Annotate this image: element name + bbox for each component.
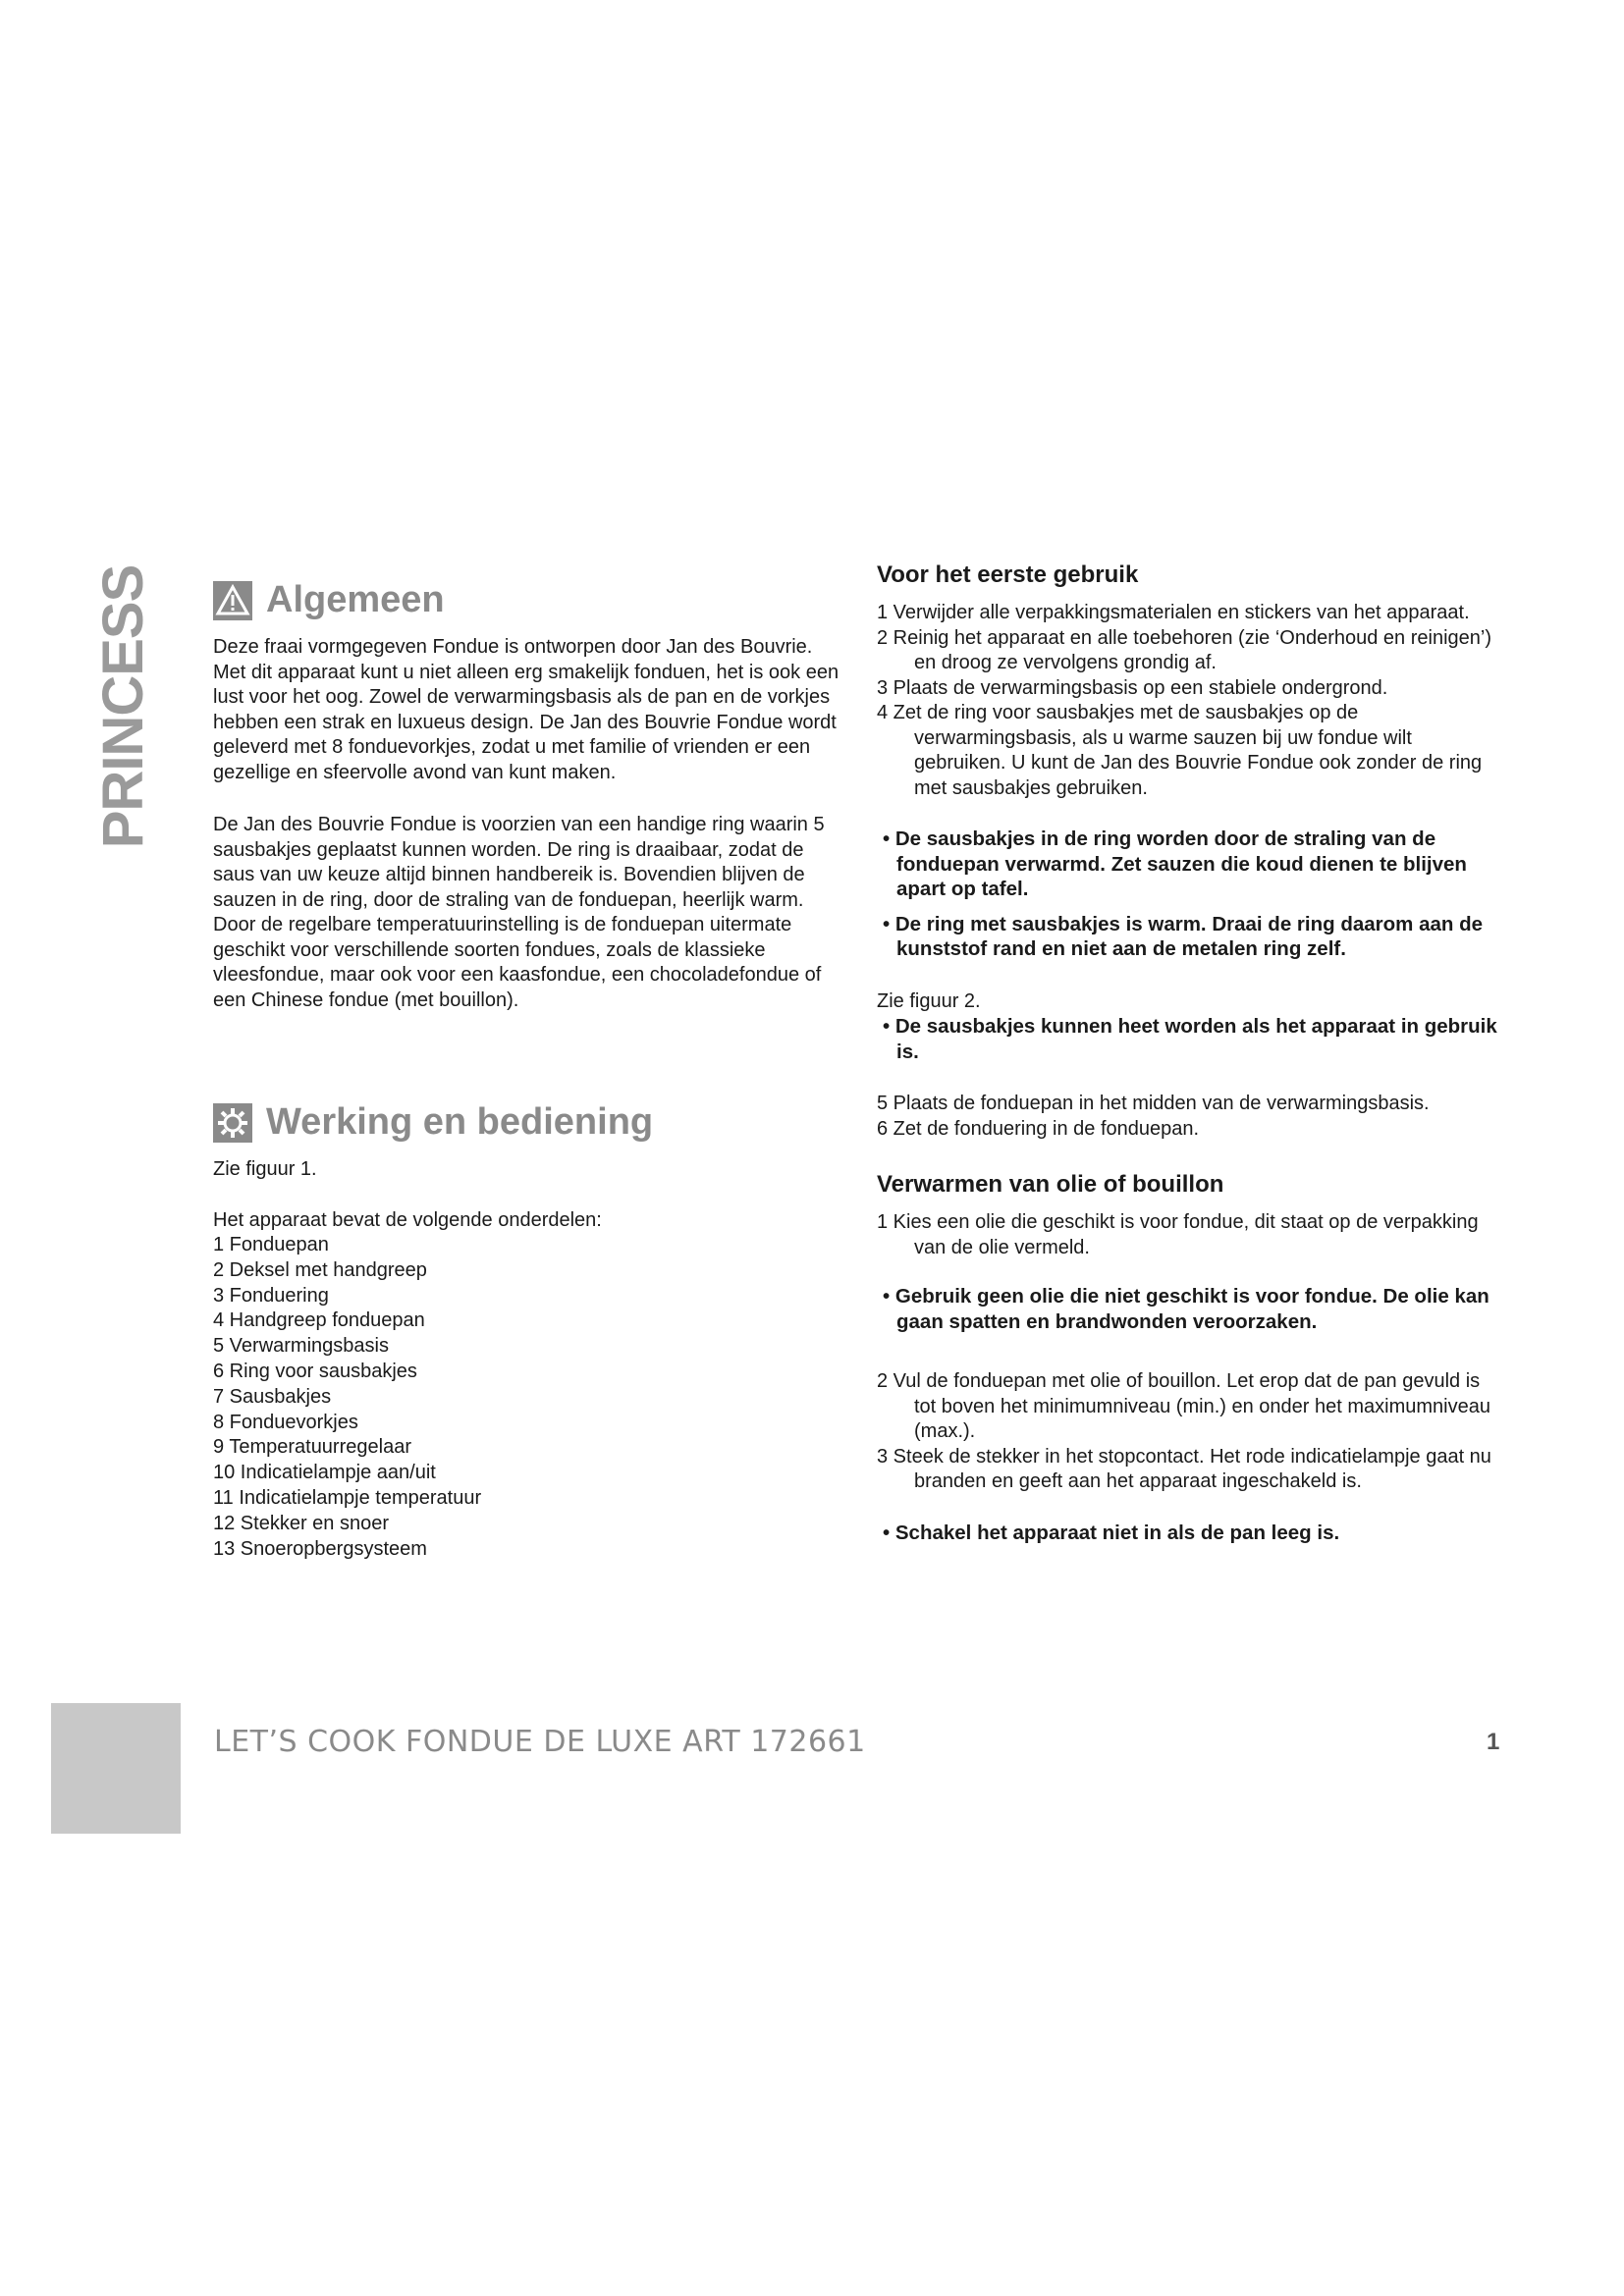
list-item: 9 Temperatuurregelaar — [213, 1436, 411, 1459]
parts-list — [213, 1233, 841, 1562]
princess-logo-graphic — [91, 560, 182, 854]
list-item: 11 Indicatielampje temperatuur — [213, 1486, 482, 1509]
footer-grey-block — [51, 1703, 181, 1834]
algemeen-paragraph-2: De Jan des Bouvrie Fondue is voorzien van een handige ring waarin 5 sausbakjes geplaatst kunnen worden. De ring is draaibaar, zodat de saus van uw keuze altijd binnen handbereik is. Bovendien blijven de sauzen in de ring, door de straling van de fonduepan, heerlijk warm. Door de regelbare temperatuurinstelling is de fonduepan uitermate geschikt voor verschillende soorten fondues, zoals de klassieke vleesfondue, maar ook voor een kaasfondue, een chocoladefondue of een Chinese fondue (met bouillon). — [213, 814, 825, 1011]
list-item: 2 Vul de fonduepan met olie of bouillon. Let erop dat de pan gevuld is tot boven het minimumniveau (min.) en onder het maximumniveau (max.). — [877, 1370, 1490, 1442]
algemeen-heading: Algemeen — [266, 579, 445, 620]
section-werking-title — [213, 1101, 841, 1144]
list-item: 8 Fonduevorkjes — [213, 1411, 358, 1433]
warning-text: • De sausbakjes kunnen heet worden als het apparaat in gebruik is. — [883, 1015, 1497, 1063]
left-column — [213, 579, 841, 1562]
werking-zie-figuur: Zie figuur 1. — [213, 1158, 317, 1180]
page-number: 1 — [1487, 1729, 1500, 1755]
list-item: 6 Zet de fonduering in de fonduepan. — [877, 1117, 1200, 1140]
list-item: 1 Verwijder alle verpakkingsmaterialen en stickers van het apparaat. — [877, 602, 1470, 623]
section-algemeen-title — [213, 579, 841, 621]
list-item: 4 Handgreep fonduepan — [213, 1309, 425, 1332]
warning-text: • Schakel het apparaat niet in als de pan leeg is. — [883, 1521, 1340, 1544]
eerste-gebruik-zie-figuur: Zie figuur 2. — [877, 989, 981, 1012]
eerste-gebruik-steps — [877, 601, 1505, 801]
verwarmen-steps — [877, 1369, 1505, 1495]
eerste-gebruik-heading: Voor het eerste gebruik — [877, 561, 1139, 588]
verwarmen-heading: Verwarmen van olie of bouillon — [877, 1171, 1224, 1198]
eerste-gebruik-steps-2 — [877, 1092, 1505, 1142]
warning-text: • De ring met sausbakjes is warm. Draai de ring daarom aan de kunststof rand en niet aan de metalen ring zelf. — [883, 912, 1484, 960]
list-item: 12 Stekker en snoer — [213, 1512, 389, 1534]
list-item: 10 Indicatielampje aan/uit — [213, 1462, 436, 1484]
list-item: 7 Sausbakjes — [213, 1385, 332, 1408]
warning-triangle-icon — [213, 581, 252, 620]
parts-intro: Het apparaat bevat de volgende onderdelen: — [213, 1208, 602, 1231]
list-item: 6 Ring voor sausbakjes — [213, 1360, 417, 1382]
list-item: 2 Deksel met handgreep — [213, 1258, 427, 1281]
list-item: 1 Kies een olie die geschikt is voor fondue, dit staat op de verpakking van de olie vermeld. — [877, 1211, 1479, 1258]
list-item: 1 Fonduepan — [213, 1234, 329, 1255]
list-item: 3 Fonduering — [213, 1284, 329, 1307]
princess-logo — [91, 560, 182, 854]
list-item: 3 Plaats de verwarmingsbasis op een stabiele ondergrond. — [877, 676, 1388, 699]
list-item: 5 Verwarmingsbasis — [213, 1335, 389, 1358]
warning-text: • De sausbakjes in de ring worden door de straling van de fonduepan verwarmd. Zet sauzen die koud dienen te blijven apart op tafel. — [883, 828, 1467, 900]
princess-logo-text: PRINCESS — [91, 564, 155, 849]
list-item: 13 Snoeropbergsysteem — [213, 1537, 427, 1560]
verwarmen-step-1 — [877, 1210, 1505, 1260]
list-item: 2 Reinig het apparaat en alle toebehoren (zie ‘Onderhoud en reinigen’) en droog ze vervolgens grondig af. — [877, 626, 1491, 673]
gear-icon — [213, 1103, 252, 1143]
warning-text: • Gebruik geen olie die niet geschikt is voor fondue. De olie kan gaan spatten en brandwonden veroorzaken. — [883, 1285, 1489, 1333]
list-item: 5 Plaats de fonduepan in het midden van de verwarmingsbasis. — [877, 1093, 1430, 1114]
werking-heading: Werking en bediening — [266, 1101, 654, 1143]
algemeen-paragraph-1: Deze fraai vormgegeven Fondue is ontworpen door Jan des Bouvrie. Met dit apparaat kunt u niet alleen erg smakelijk fonduen, het is ook een lust voor het oog. Zowel de verwarmingsbasis als de pan en de vorkjes hebben een strak en luxueus design. De Jan des Bouvrie Fondue wordt geleverd met 8 fonduevorkjes, zodat u met familie of vrienden er een gezellige en sfeervolle avond van kunt maken. — [213, 636, 839, 783]
list-item: 4 Zet de ring voor sausbakjes met de sausbakjes op de verwarmingsbasis, als u warme sauzen bij uw fondue wilt gebruiken. U kunt de Jan des Bouvrie Fondue ook zonder de ring met sausbakjes gebruiken. — [877, 702, 1483, 799]
list-item: 3 Steek de stekker in het stopcontact. Het rode indicatielampje gaat nu branden en geeft aan het apparaat ingeschakeld is. — [877, 1445, 1491, 1492]
footer-title: LET’S COOK FONDUE DE LUXE ART 172661 — [214, 1725, 866, 1759]
right-column — [877, 561, 1505, 1545]
